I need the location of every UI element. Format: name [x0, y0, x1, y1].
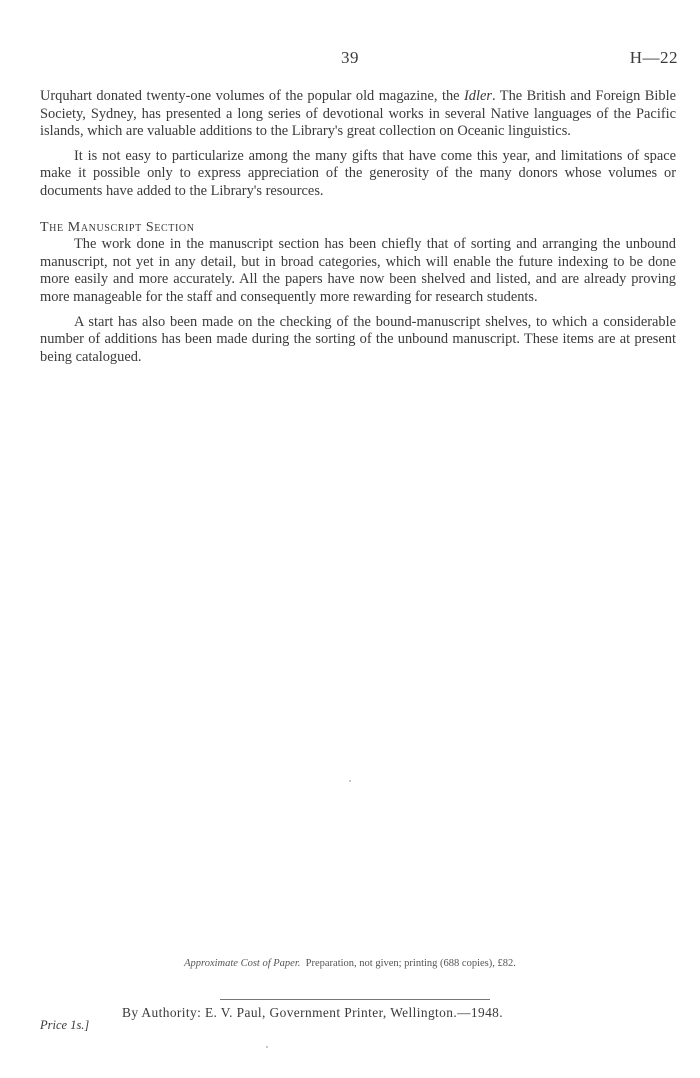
magazine-title: Idler [464, 88, 492, 104]
section-heading: The Manuscript Section [40, 219, 195, 235]
paragraph-donations-prefix: Urquhart donated twenty-one volumes of the popular old magazine, the [40, 88, 464, 104]
print-speck [266, 1046, 268, 1048]
print-speck [349, 780, 351, 782]
cost-of-paper-note [0, 958, 700, 969]
main-text [40, 88, 676, 373]
cost-label: Approximate Cost of Paper. [184, 958, 301, 969]
paragraph-bound-manuscript: A start has also been made on the checking of the bound-manuscript shelves, to which a considerable number of additions has been made during the sorting of the unbound manuscript. These items are at present being catalogued. [40, 313, 676, 365]
printer-authority: By Authority: E. V. Paul, Government Printer, Wellington.—1948. [122, 1005, 504, 1020]
footer-divider [220, 999, 490, 1000]
cost-detail: Preparation, not given; printing (688 copies), £82. [305, 958, 516, 969]
page-number: 39 [341, 48, 359, 67]
paragraph-manuscript-work: The work done in the manuscript section has been chiefly that of sorting and arranging the unbound manuscript, not yet in any detail, but in broad categories, which will enable the future indexing to be done more easily and more accurately. All the papers have now been shelved and listed, and are already proving more manageable for the staff and consequently more rewarding for research students. [40, 236, 676, 305]
paragraph-donations [40, 88, 676, 141]
paragraph-donations-suffix: . The British and Foreign Bible Society, Sydney, has presented a long series of devotional works in several Native languages of the Pacific islands, which are valuable additions to the Library's great collection on Oceanic linguistics. [40, 88, 676, 140]
paragraph-gifts: It is not easy to particularize among the many gifts that have come this year, and limitations of space make it possible only to express appreciation of the generosity of the many donors whose volumes or documents have added to the Library's resources. [40, 147, 676, 199]
price-note: Price 1s.] [40, 1018, 90, 1032]
document-reference: H—22 [629, 48, 678, 67]
